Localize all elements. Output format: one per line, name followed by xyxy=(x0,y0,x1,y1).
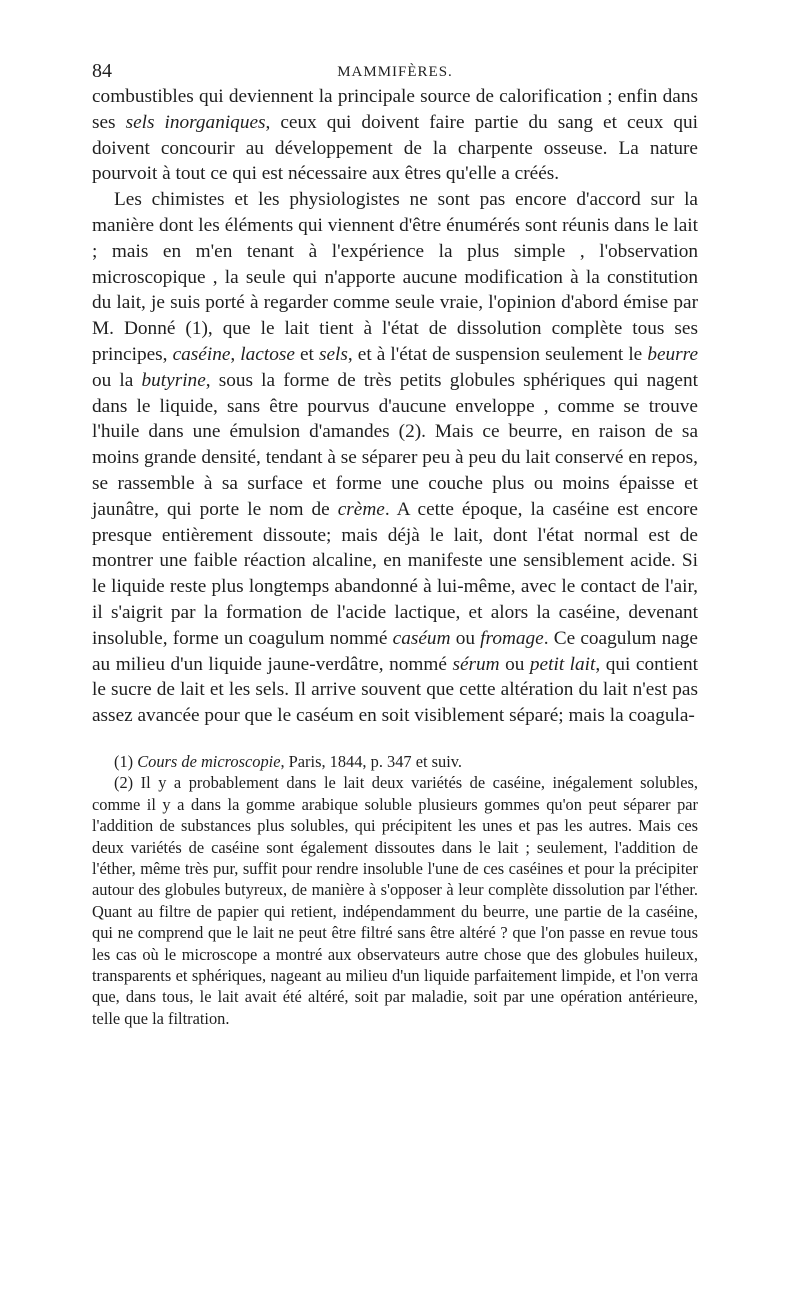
text-run: ou la xyxy=(92,369,142,391)
italic-term: caséum xyxy=(392,627,451,649)
footnote-1 xyxy=(92,751,698,772)
italic-term: sels inorganiques xyxy=(125,111,266,133)
italic-term: petit lait xyxy=(529,653,596,675)
running-head xyxy=(92,56,698,84)
text-run: . Ce coagulum nage au milieu d'un liquide jaune-verdâtre, nommé xyxy=(92,627,698,675)
text-run: , sous la forme de très petits globules sphériques qui nagent dans le liquide, sans être pourvus d'aucune enveloppe , comme se trouve l'huile dans une émulsion d'amandes (2). Mais ce beurre, en raison de sa moins grande densité, tendant à se séparer peu à peu du lait conservé en repos, se rassemble à sa surface et forme une couche plus ou moins épaisse et jaunâtre, qui porte le nom de xyxy=(92,369,698,520)
italic-term: sels xyxy=(318,343,348,365)
text-run: combustibles qui deviennent la principale source de calorification ; enfin dans ses xyxy=(92,86,698,133)
text-run: , xyxy=(230,343,241,365)
text-run: ou xyxy=(499,653,530,675)
italic-term: sérum xyxy=(452,653,500,675)
italic-term: butyrine xyxy=(141,369,206,391)
page-number: 84 xyxy=(92,60,112,82)
text-run: , Paris, 1844, p. 347 et suiv. xyxy=(280,751,462,771)
italic-term: fromage xyxy=(480,627,544,649)
text-run: Les chimistes et les physiologistes ne sont pas encore d'accord sur la manière dont les éléments qui viennent d'être énumérés sont réunis dans le lait ; mais en m'en tenant à l'expérience la plus simple , l'observation microscopique , la seule qui n'apporte aucune modification à la constitution du lait, je suis porté à regarder comme seule vraie, l'opinion d'abord émise par M. Donné (1), que le lait tient à l'état de dissolution complète tous ses principes, xyxy=(92,189,698,365)
italic-term: lactose xyxy=(240,343,295,365)
text-run: ou xyxy=(450,627,481,649)
footnote-2 xyxy=(92,772,698,1029)
main-text xyxy=(92,84,698,729)
italic-term: beurre xyxy=(647,343,699,365)
section-title: MAMMIFÈRES. xyxy=(337,64,453,80)
footnote-separator-space xyxy=(92,729,698,751)
text-run: , qui contient le sucre de lait et les sels. Il arrive souvent que cette altération du lait n'est pas assez avancée pour que le caséum en soit visiblement séparé; mais la coagula- xyxy=(92,653,698,727)
text-run: , et à l'état de suspension seulement le xyxy=(347,343,648,365)
text-run: (2) Il y a probablement dans le lait deux variétés de caséine, inégalement solubles, comme il y a dans la gomme arabique soluble plusieurs gommes qu'on peut séparer par l'addition de substances plus solubles, qui précipitent les unes et pas les autres. Mais ces deux variétés de caséine sont également dissoutes dans le lait ; seulement, l'addition de l'éther, même très pur, suffit pour rendre insoluble l'une de ces caséines et pour la précipiter autour des globules butyreux, de manière à s'opposer à leur complète dissolution par l'éther. Quant au filtre de papier qui retient, indépendamment du beurre, une partie de la caséine, qui ne comprend que le lait ne peut être filtré sans être altéré ? que l'on passe en revue tous les cas où le microscope a montré aux observateurs autre chose que des globules huileux, transparents et sphériques, nageant au milieu d'un liquide parfaitement limpide, et l'on verra que, dans tous, le lait avait été altéré, soit par maladie, soit par une opération antérieure, telle que la filtration. xyxy=(92,773,698,1028)
paragraph-lait-composition xyxy=(92,187,698,729)
text-run: et xyxy=(294,343,319,365)
book-page xyxy=(92,56,698,1029)
italic-title: Cours de microscopie xyxy=(137,751,281,771)
paragraph-continuation xyxy=(92,84,698,187)
italic-term: caséine xyxy=(172,343,231,365)
text-run: . A cette époque, la caséine est encore presque entièrement dissoute; mais déjà le lait, dont l'état normal est de montrer une faible réaction alcaline, en manifeste une sensiblement acide. Si le liquide reste plus longtemps abandonné à lui-même, avec le contact de l'air, il s'aigrit par la formation de l'acide lactique, et alors la caséine, devenant insoluble, forme un coagulum nommé xyxy=(92,498,698,649)
text-run: , ceux qui doivent faire partie du sang et ceux qui doivent concourir au développement de la charpente osseuse. La nature pourvoit à tout ce qui est nécessaire aux êtres qu'elle a créés. xyxy=(92,111,698,185)
footnotes xyxy=(92,751,698,1029)
text-run: (1) xyxy=(114,751,138,771)
italic-term: crème xyxy=(337,498,385,520)
